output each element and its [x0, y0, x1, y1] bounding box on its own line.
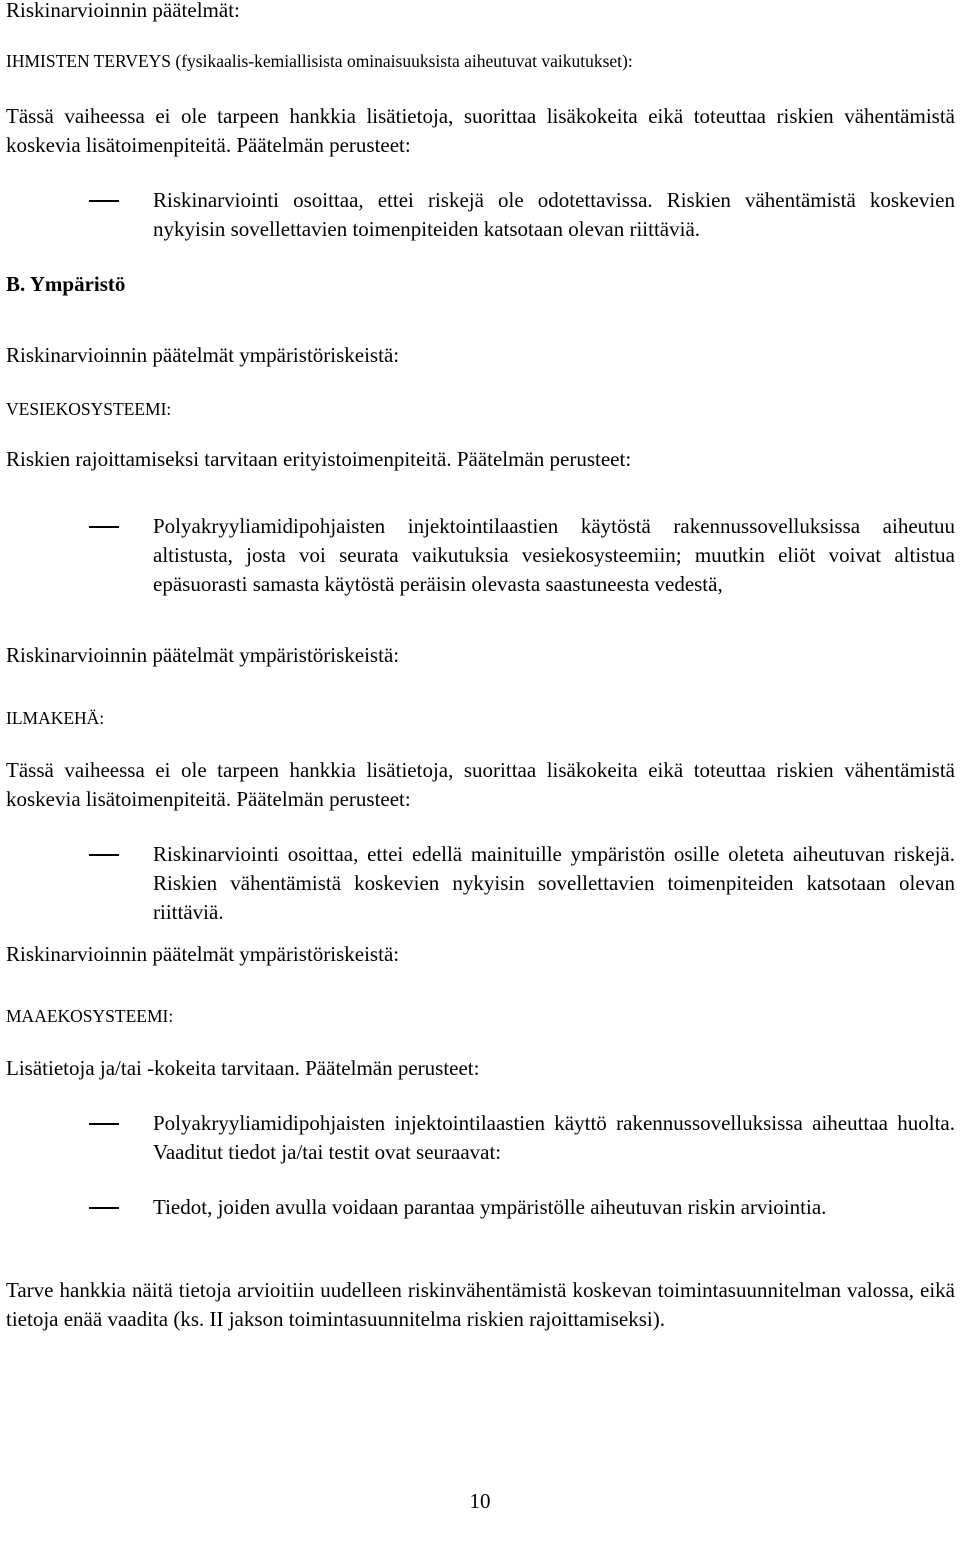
dash-bullet-icon [89, 526, 119, 528]
bullet-text: Riskinarviointi osoittaa, ettei riskejä ole odotettavissa. Riskien vähentämistä koskevien nykyisin sovellettavien toimenpiteiden katsotaan olevan riittäviä. [153, 188, 955, 241]
conclusions-heading: Riskinarvioinnin päätelmät: [6, 0, 240, 22]
env-conclusions-heading: Riskinarvioinnin päätelmät ympäristöriskeistä: [6, 643, 400, 667]
water-ecosystem-paragraph: Riskien rajoittamiseksi tarvitaan erityistoimenpiteitä. Päätelmän perusteet: [6, 447, 632, 471]
air-label: ILMAKEHÄ: [6, 708, 105, 728]
bullet-text: Riskinarviointi osoittaa, ettei edellä mainituille ympäristön osille oleteta aiheutuvan riskejä. Riskien vähentämistä koskevien nykyisin sovellettavien toimenpiteiden katsotaan olevan riittäviä. [153, 842, 955, 924]
soil-ecosystem-label: MAAEKOSYSTEEMI: [6, 1006, 174, 1026]
human-health-paragraph: Tässä vaiheessa ei ole tarpeen hankkia lisätietoja, suorittaa lisäkokeita eikä toteuttaa riskien vähentämistä koskevia lisätoimenpiteitä. Päätelmän perusteet: [6, 104, 955, 157]
closing-paragraph: Tarve hankkia näitä tietoja arvioitiin uudelleen riskinvähentämistä koskevan toimintasuunnitelman valossa, eikä tietoja enää vaadita (ks. II jakson toimintasuunnitelma riskien rajoittamiseksi). [6, 1278, 955, 1331]
dash-bullet-icon [89, 200, 119, 202]
env-conclusions-heading: Riskinarvioinnin päätelmät ympäristöriskeistä: [6, 343, 400, 367]
dash-bullet-icon [89, 1123, 119, 1125]
soil-ecosystem-paragraph: Lisätietoja ja/tai -kokeita tarvitaan. Päätelmän perusteet: [6, 1056, 480, 1080]
water-ecosystem-label: VESIEKOSYSTEEMI: [6, 399, 172, 419]
section-heading-environment: B. Ympäristö [6, 272, 126, 296]
bullet-text: Tiedot, joiden avulla voidaan parantaa ympäristölle aiheutuvan riskin arviointia. [153, 1195, 827, 1219]
air-paragraph: Tässä vaiheessa ei ole tarpeen hankkia lisätietoja, suorittaa lisäkokeita eikä toteuttaa riskien vähentämistä koskevia lisätoimenpiteitä. Päätelmän perusteet: [6, 758, 955, 811]
human-health-label: IHMISTEN TERVEYS (fysikaalis-kemiallisista ominaisuuksista aiheutuvat vaikutukset): [6, 51, 633, 71]
bullet-text: Polyakryyliamidipohjaisten injektointilaastien käytöstä rakennussovelluksissa aiheutuu altistusta, josta voi seurata vaikutuksia vesiekosysteemiin; muutkin eliöt voivat altistua epäsuorasti samasta käytöstä peräisin olevasta saastuneesta vedestä, [153, 514, 955, 596]
page-number: 10 [469, 1489, 491, 1513]
env-conclusions-heading: Riskinarvioinnin päätelmät ympäristöriskeistä: [6, 942, 400, 966]
dash-bullet-icon [89, 1207, 119, 1209]
bullet-text: Polyakryyliamidipohjaisten injektointilaastien käyttö rakennussovelluksissa aiheuttaa huolta. Vaaditut tiedot ja/tai testit ovat seuraavat: [153, 1111, 955, 1164]
dash-bullet-icon [89, 854, 119, 856]
